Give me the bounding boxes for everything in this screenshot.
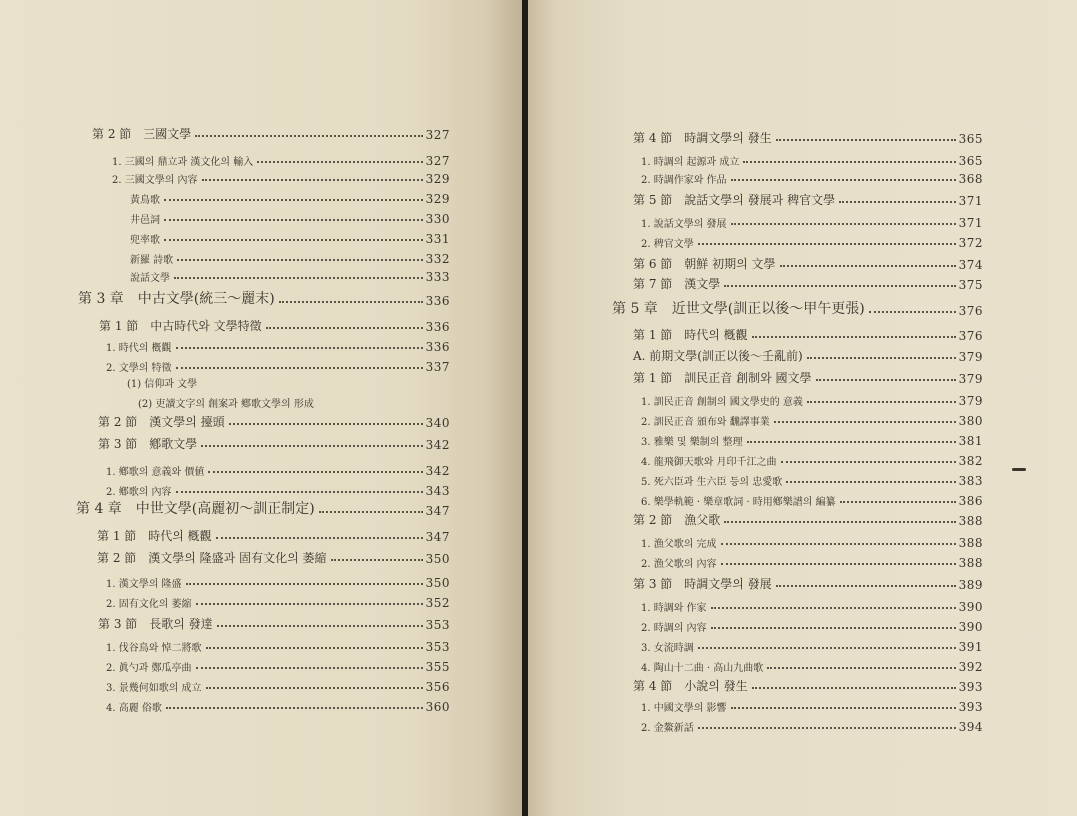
toc-page-number: 355 <box>425 660 450 674</box>
toc-entry-label: 4. 高麗 俗歌 <box>106 703 162 714</box>
dot-leader <box>216 537 423 539</box>
toc-page-number: 336 <box>425 320 450 334</box>
toc-entry-label: 1. 鄕歌의 意義와 價値 <box>106 467 205 478</box>
ink-speck <box>1012 468 1026 471</box>
toc-entry-label: 第 1 節 時代의 槪觀 <box>633 328 748 342</box>
dot-leader <box>711 607 956 609</box>
toc-entry-label: 2. 稗官文學 <box>641 239 694 250</box>
dot-leader <box>257 161 422 163</box>
toc-page-number: 379 <box>958 394 983 408</box>
toc-entry <box>106 458 450 478</box>
dot-leader <box>752 336 956 338</box>
toc-entry-label: 第 5 章 近世文學(訓正以後〜甲午更張) <box>612 301 865 317</box>
toc-entry-label: 6. 樂學軌範 · 樂章歌詞 · 時用鄕樂譜의 編纂 <box>641 497 836 508</box>
toc-entry <box>106 334 450 354</box>
toc-entry-label: 4. 龍飛御天歌와 月印千江之曲 <box>641 457 777 468</box>
toc-entry-label: 第 2 節 三國文學 <box>92 127 192 141</box>
right-table-of-contents <box>528 0 1077 816</box>
toc-entry-label: (2) 吏讀文字의 創案과 鄕歌文學의 形成 <box>138 399 314 410</box>
toc-page-number: 329 <box>425 172 450 186</box>
toc-entry <box>641 468 983 488</box>
toc-page-number: 391 <box>958 640 983 654</box>
toc-entry-label: 1. 時調와 作家 <box>641 603 707 614</box>
dot-leader <box>176 347 423 349</box>
dot-leader <box>767 667 955 669</box>
toc-entry-label: 3. 景幾何如歌의 成立 <box>106 683 202 694</box>
toc-entry <box>641 594 983 614</box>
toc-entry-label: 4. 陶山十二曲 · 高山九曲歌 <box>641 663 764 674</box>
toc-entry-label: 2. 時調의 內容 <box>641 623 707 634</box>
dot-leader <box>781 461 956 463</box>
toc-page-number: 375 <box>958 278 983 292</box>
toc-page-number: 382 <box>958 454 983 468</box>
toc-page-number: 389 <box>958 578 983 592</box>
dot-leader <box>177 259 422 261</box>
toc-page-number: 392 <box>958 660 983 674</box>
dot-leader <box>816 379 956 381</box>
toc-entry <box>138 390 450 410</box>
toc-page-number: 371 <box>958 194 983 208</box>
toc-page-number: 350 <box>425 552 450 566</box>
toc-page-number: 371 <box>958 216 983 230</box>
toc-entry-label: 黃鳥歌 <box>130 195 160 206</box>
toc-entry-label: 第 3 節 長歌의 發達 <box>98 617 213 631</box>
toc-entry <box>76 498 450 518</box>
dot-leader <box>724 521 955 523</box>
toc-page-number: 353 <box>425 640 450 654</box>
toc-entry <box>641 428 983 448</box>
toc-entry-label: 第 3 節 鄕歌文學 <box>98 437 198 451</box>
toc-entry <box>97 524 450 544</box>
dot-leader <box>698 727 956 729</box>
toc-entry <box>641 230 983 250</box>
toc-page-number: 327 <box>425 128 450 142</box>
toc-page-number: 329 <box>425 192 450 206</box>
toc-entry <box>641 634 983 654</box>
left-page <box>0 0 522 816</box>
dot-leader <box>752 687 956 689</box>
toc-page-number: 368 <box>958 172 983 186</box>
toc-page-number: 347 <box>425 504 450 518</box>
right-page <box>528 0 1077 816</box>
toc-entry <box>633 323 983 343</box>
toc-page-number: 352 <box>425 596 450 610</box>
toc-page-number: 394 <box>958 720 983 734</box>
dot-leader <box>731 223 956 225</box>
toc-entry <box>641 210 983 230</box>
toc-entry <box>633 344 983 364</box>
dot-leader <box>807 401 956 403</box>
toc-entry-label: 第 4 節 時調文學의 發生 <box>633 131 772 145</box>
dot-leader <box>201 445 422 447</box>
toc-entry <box>633 674 983 694</box>
toc-entry-label: 1. 漁父歌의 完成 <box>641 539 717 550</box>
toc-entry <box>633 126 983 146</box>
toc-entry <box>130 264 450 284</box>
toc-entry <box>130 246 450 266</box>
toc-page-number: 333 <box>425 270 450 284</box>
toc-entry <box>99 314 450 334</box>
toc-entry-label: 1. 時調의 起源과 成立 <box>641 157 740 168</box>
toc-entry <box>641 488 983 508</box>
toc-entry-label: 1. 漢文學의 隆盛 <box>106 579 182 590</box>
toc-entry <box>106 694 450 714</box>
dot-leader <box>176 367 423 369</box>
dot-leader <box>196 667 423 669</box>
toc-entry <box>641 408 983 428</box>
toc-page-number: 365 <box>958 154 983 168</box>
toc-page-number: 350 <box>425 576 450 590</box>
dot-leader <box>202 179 423 181</box>
toc-entry <box>612 298 983 318</box>
dot-leader <box>196 603 423 605</box>
toc-page-number: 380 <box>958 414 983 428</box>
dot-leader <box>186 583 423 585</box>
toc-page-number: 386 <box>958 494 983 508</box>
toc-entry <box>106 590 450 610</box>
toc-entry-label: 第 6 節 朝鮮 初期의 文學 <box>633 257 776 271</box>
dot-leader <box>319 511 423 513</box>
dot-leader <box>266 327 423 329</box>
toc-entry-label: 3. 女流時調 <box>641 643 694 654</box>
toc-entry-label: 第 3 節 時調文學의 發展 <box>633 577 772 591</box>
toc-entry <box>633 188 983 208</box>
toc-page-number: 327 <box>425 154 450 168</box>
toc-entry-label: 2. 固有文化의 萎縮 <box>106 599 192 610</box>
dot-leader <box>840 501 956 503</box>
toc-entry <box>633 366 983 386</box>
dot-leader <box>776 139 956 141</box>
toc-page-number: 337 <box>425 360 450 374</box>
toc-entry <box>92 122 450 142</box>
toc-entry <box>98 410 450 430</box>
toc-entry <box>641 448 983 468</box>
toc-page-number: 379 <box>958 350 983 364</box>
toc-entry <box>127 370 450 390</box>
toc-entry <box>106 478 450 498</box>
toc-page-number: 342 <box>425 464 450 478</box>
toc-entry-label: 2. 文學의 特徵 <box>106 363 172 374</box>
toc-entry-label: 第 1 節 訓民正音 創制와 國文學 <box>633 371 812 385</box>
toc-entry <box>641 654 983 674</box>
toc-entry-label: 第 2 節 漁父歌 <box>633 513 721 527</box>
toc-entry-label: (1) 信仰과 文學 <box>127 379 198 390</box>
toc-entry-label: 1. 說話文學의 發展 <box>641 219 727 230</box>
dot-leader <box>174 277 423 279</box>
toc-entry-label: 2. 眞勺과 鄭瓜亭曲 <box>106 663 192 674</box>
toc-entry <box>641 530 983 550</box>
toc-page-number: 347 <box>425 530 450 544</box>
toc-entry-label: 第 4 節 小說의 發生 <box>633 679 748 693</box>
toc-page-number: 360 <box>425 700 450 714</box>
toc-page-number: 388 <box>958 536 983 550</box>
dot-leader <box>164 219 423 221</box>
dot-leader <box>195 135 422 137</box>
toc-entry-label: 第 1 節 時代의 槪觀 <box>97 529 212 543</box>
dot-leader <box>780 265 956 267</box>
toc-entry-label: 說話文學 <box>130 273 170 284</box>
toc-entry-label: 5. 死六臣과 生六臣 등의 忠愛歌 <box>641 477 783 488</box>
toc-entry <box>97 546 450 566</box>
left-table-of-contents <box>0 0 522 816</box>
toc-page-number: 388 <box>958 514 983 528</box>
toc-entry-label: 1. 中國文學의 影響 <box>641 703 727 714</box>
toc-page-number: 365 <box>958 132 983 146</box>
toc-entry-label: 第 2 節 漢文學의 擡頭 <box>98 415 225 429</box>
toc-page-number: 376 <box>958 304 983 318</box>
toc-entry <box>633 252 983 272</box>
toc-entry <box>633 572 983 592</box>
toc-page-number: 390 <box>958 600 983 614</box>
toc-page-number: 342 <box>425 438 450 452</box>
toc-entry-label: 兜率歌 <box>130 235 160 246</box>
toc-entry <box>130 226 450 246</box>
dot-leader <box>217 625 423 627</box>
toc-page-number: 336 <box>425 340 450 354</box>
dot-leader <box>721 563 956 565</box>
toc-page-number: 374 <box>958 258 983 272</box>
toc-entry-label: 第 2 節 漢文學의 隆盛과 固有文化의 萎縮 <box>97 551 327 565</box>
toc-entry-label: 1. 訓民正音 創制의 國文學史的 意義 <box>641 397 803 408</box>
toc-entry-label: 2. 三國文學의 內容 <box>112 175 198 186</box>
toc-page-number: 356 <box>425 680 450 694</box>
toc-entry-label: 3. 雅樂 및 樂制의 整理 <box>641 437 743 448</box>
dot-leader <box>731 707 956 709</box>
toc-entry-label: 2. 漁父歌의 內容 <box>641 559 717 570</box>
dot-leader <box>721 543 956 545</box>
toc-entry-label: 第 5 節 說話文學의 發展과 稗官文學 <box>633 193 836 207</box>
toc-entry <box>641 694 983 714</box>
toc-entry <box>98 432 450 452</box>
toc-entry <box>98 612 450 632</box>
toc-entry <box>641 388 983 408</box>
dot-leader <box>786 481 955 483</box>
toc-entry <box>106 634 450 654</box>
toc-page-number: 393 <box>958 680 983 694</box>
toc-entry <box>633 272 983 292</box>
dot-leader <box>776 585 956 587</box>
toc-entry <box>106 654 450 674</box>
dot-leader <box>711 627 956 629</box>
toc-entry-label: 2. 鄕歌의 內容 <box>106 487 172 498</box>
toc-entry-label: 2. 金鰲新話 <box>641 723 694 734</box>
toc-entry-label: 2. 時調作家와 作品 <box>641 175 727 186</box>
toc-entry <box>78 288 450 308</box>
toc-page-number: 353 <box>425 618 450 632</box>
toc-entry-label: 井邑詞 <box>130 215 160 226</box>
toc-page-number: 376 <box>958 329 983 343</box>
dot-leader <box>166 707 423 709</box>
dot-leader <box>206 647 423 649</box>
toc-entry <box>641 714 983 734</box>
toc-entry-label: 第 1 節 中古時代와 文學特徵 <box>99 319 262 333</box>
toc-page-number: 332 <box>425 252 450 266</box>
dot-leader <box>724 285 955 287</box>
toc-entry <box>641 148 983 168</box>
toc-entry <box>130 206 450 226</box>
toc-entry-label: 1. 三國의 鼎立과 漢文化의 輸入 <box>112 157 254 168</box>
toc-entry-label: 第 7 節 漢文學 <box>633 277 721 291</box>
dot-leader <box>331 559 423 561</box>
dot-leader <box>208 471 422 473</box>
dot-leader <box>279 301 423 303</box>
toc-entry <box>130 186 450 206</box>
toc-page-number: 343 <box>425 484 450 498</box>
toc-page-number: 379 <box>958 372 983 386</box>
dot-leader <box>164 239 423 241</box>
dot-leader <box>164 199 423 201</box>
toc-page-number: 372 <box>958 236 983 250</box>
dot-leader <box>774 421 956 423</box>
toc-entry <box>106 674 450 694</box>
toc-entry-label: 第 3 章 中古文學(統三〜麗末) <box>78 291 275 307</box>
dot-leader <box>747 441 956 443</box>
toc-entry-label: 新羅 詩歌 <box>130 255 174 266</box>
toc-entry <box>112 166 450 186</box>
dot-leader <box>869 311 956 313</box>
toc-entry-label: 1. 伐谷鳥와 悼二將歌 <box>106 643 202 654</box>
dot-leader <box>839 201 956 203</box>
toc-entry <box>112 148 450 168</box>
toc-entry-label: 2. 訓民正音 頒布와 飜譯事業 <box>641 417 770 428</box>
toc-entry <box>641 550 983 570</box>
dot-leader <box>698 647 956 649</box>
dot-leader <box>206 687 423 689</box>
dot-leader <box>229 423 423 425</box>
toc-page-number: 390 <box>958 620 983 634</box>
toc-entry <box>106 570 450 590</box>
dot-leader <box>698 243 956 245</box>
toc-entry <box>633 508 983 528</box>
dot-leader <box>807 357 956 359</box>
toc-page-number: 388 <box>958 556 983 570</box>
toc-entry <box>641 614 983 634</box>
toc-page-number: 381 <box>958 434 983 448</box>
toc-entry-label: 第 4 章 中世文學(高麗初〜訓正制定) <box>76 501 315 517</box>
toc-entry-label: A. 前期文學(訓正以後〜壬亂前) <box>633 349 803 363</box>
toc-entry <box>641 166 983 186</box>
toc-page-number: 340 <box>425 416 450 430</box>
dot-leader <box>176 491 423 493</box>
toc-page-number: 331 <box>425 232 450 246</box>
toc-entry-label: 1. 時代의 槪觀 <box>106 343 172 354</box>
dot-leader <box>743 161 955 163</box>
toc-page-number: 393 <box>958 700 983 714</box>
toc-page-number: 336 <box>425 294 450 308</box>
dot-leader <box>731 179 956 181</box>
toc-page-number: 330 <box>425 212 450 226</box>
toc-page-number: 383 <box>958 474 983 488</box>
